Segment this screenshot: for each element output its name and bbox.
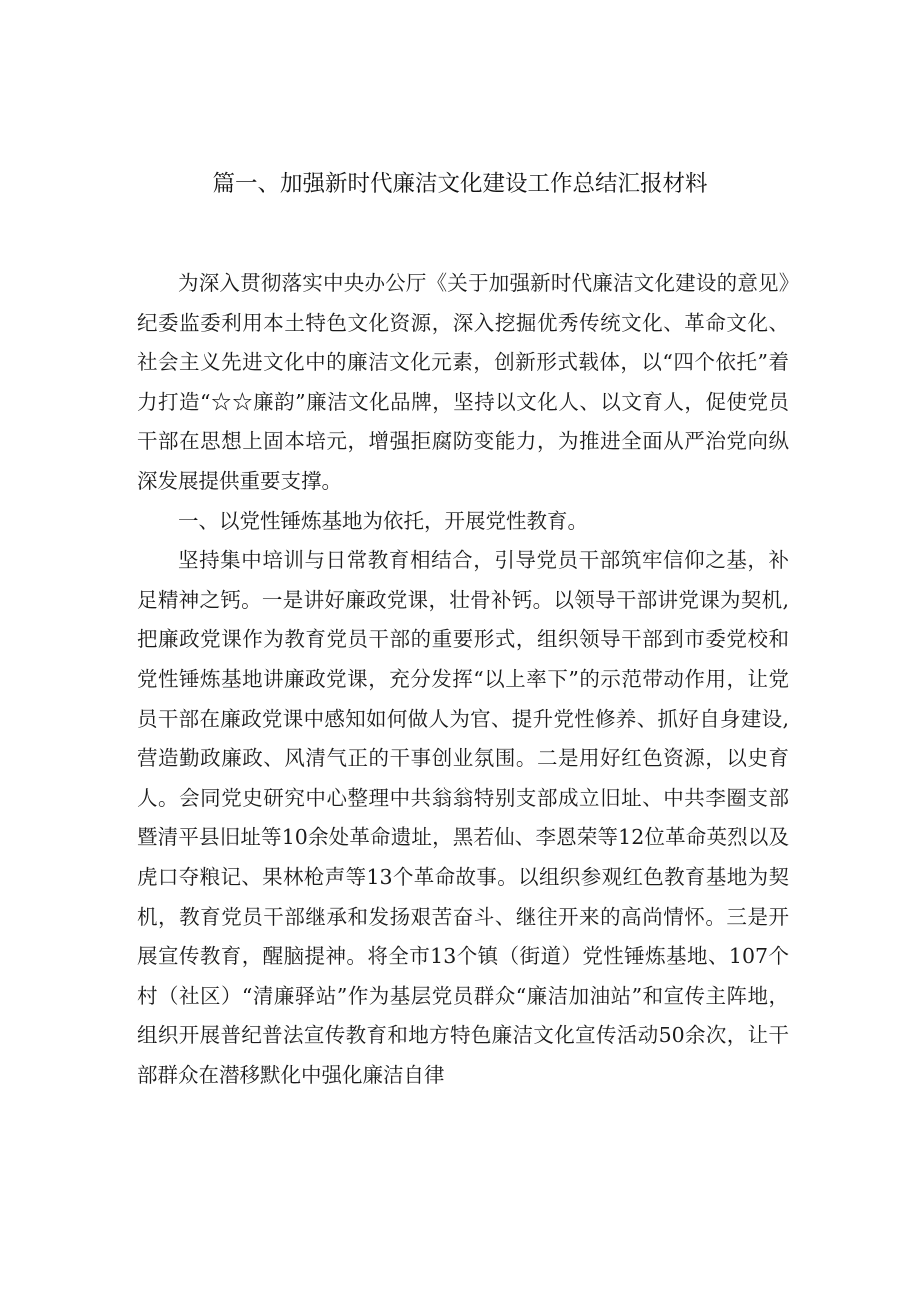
intro-paragraph: 为深入贯彻落实中央办公厅《关于加强新时代廉洁文化建设的意见》纪委监委利用本土特色文化资源，深入挖掘优秀传统文化、革命文化、社会主义先进文化中的廉洁文化元素，创新形式载体，以“四个依托”着力打造“☆☆廉韵”廉洁文化品牌，坚持以文化人、以文育人，促使党员干部在思想上固本培元，增强拒腐防变能力，为推进全面从严治党向纵深发展提供重要支撑。 — [137, 271, 789, 493]
document-title: 篇一、加强新时代廉洁文化建设工作总结汇报材料 — [212, 171, 708, 197]
section-heading-1: 一、以党性锤炼基地为依托，开展党性教育。 — [178, 508, 588, 533]
document-body — [137, 264, 789, 1095]
section-1-paragraph: 坚持集中培训与日常教育相结合，引导党员干部筑牢信仰之基，补足精神之钙。一是讲好廉政党课，壮骨补钙。以领导干部讲党课为契机,把廉政党课作为教育党员干部的重要形式，组织领导干部到市委党校和党性锤炼基地讲廉政党课，充分发挥“以上率下”的示范带动作用，让党员干部在廉政党课中感知如何做人为官、提升党性修养、抓好自身建设,营造勤政廉政、风清气正的干事创业氛围。二是用好红色资源，以史育人。会同党史研究中心整理中共翁翁特别支部成立旧址、中共李圈支部暨清平县旧址等10余处革命遗址，黑若仙、李恩荣等12位革命英烈以及虎口夺粮记、果林枪声等13个革命故事。以组织参观红色教育基地为契机，教育党员干部继承和发扬艰苦奋斗、继往开来的高尚情怀。三是开展宣传教育，醒脑提神。将全市13个镇（街道）党性锤炼基地、107个村（社区）“清廉驿站”作为基层党员群众“廉洁加油站”和宣传主阵地，组织开展普纪普法宣传教育和地方特色廉洁文化宣传活动50余次，让干部群众在潜移默化中强化廉洁自律 — [137, 548, 789, 1087]
